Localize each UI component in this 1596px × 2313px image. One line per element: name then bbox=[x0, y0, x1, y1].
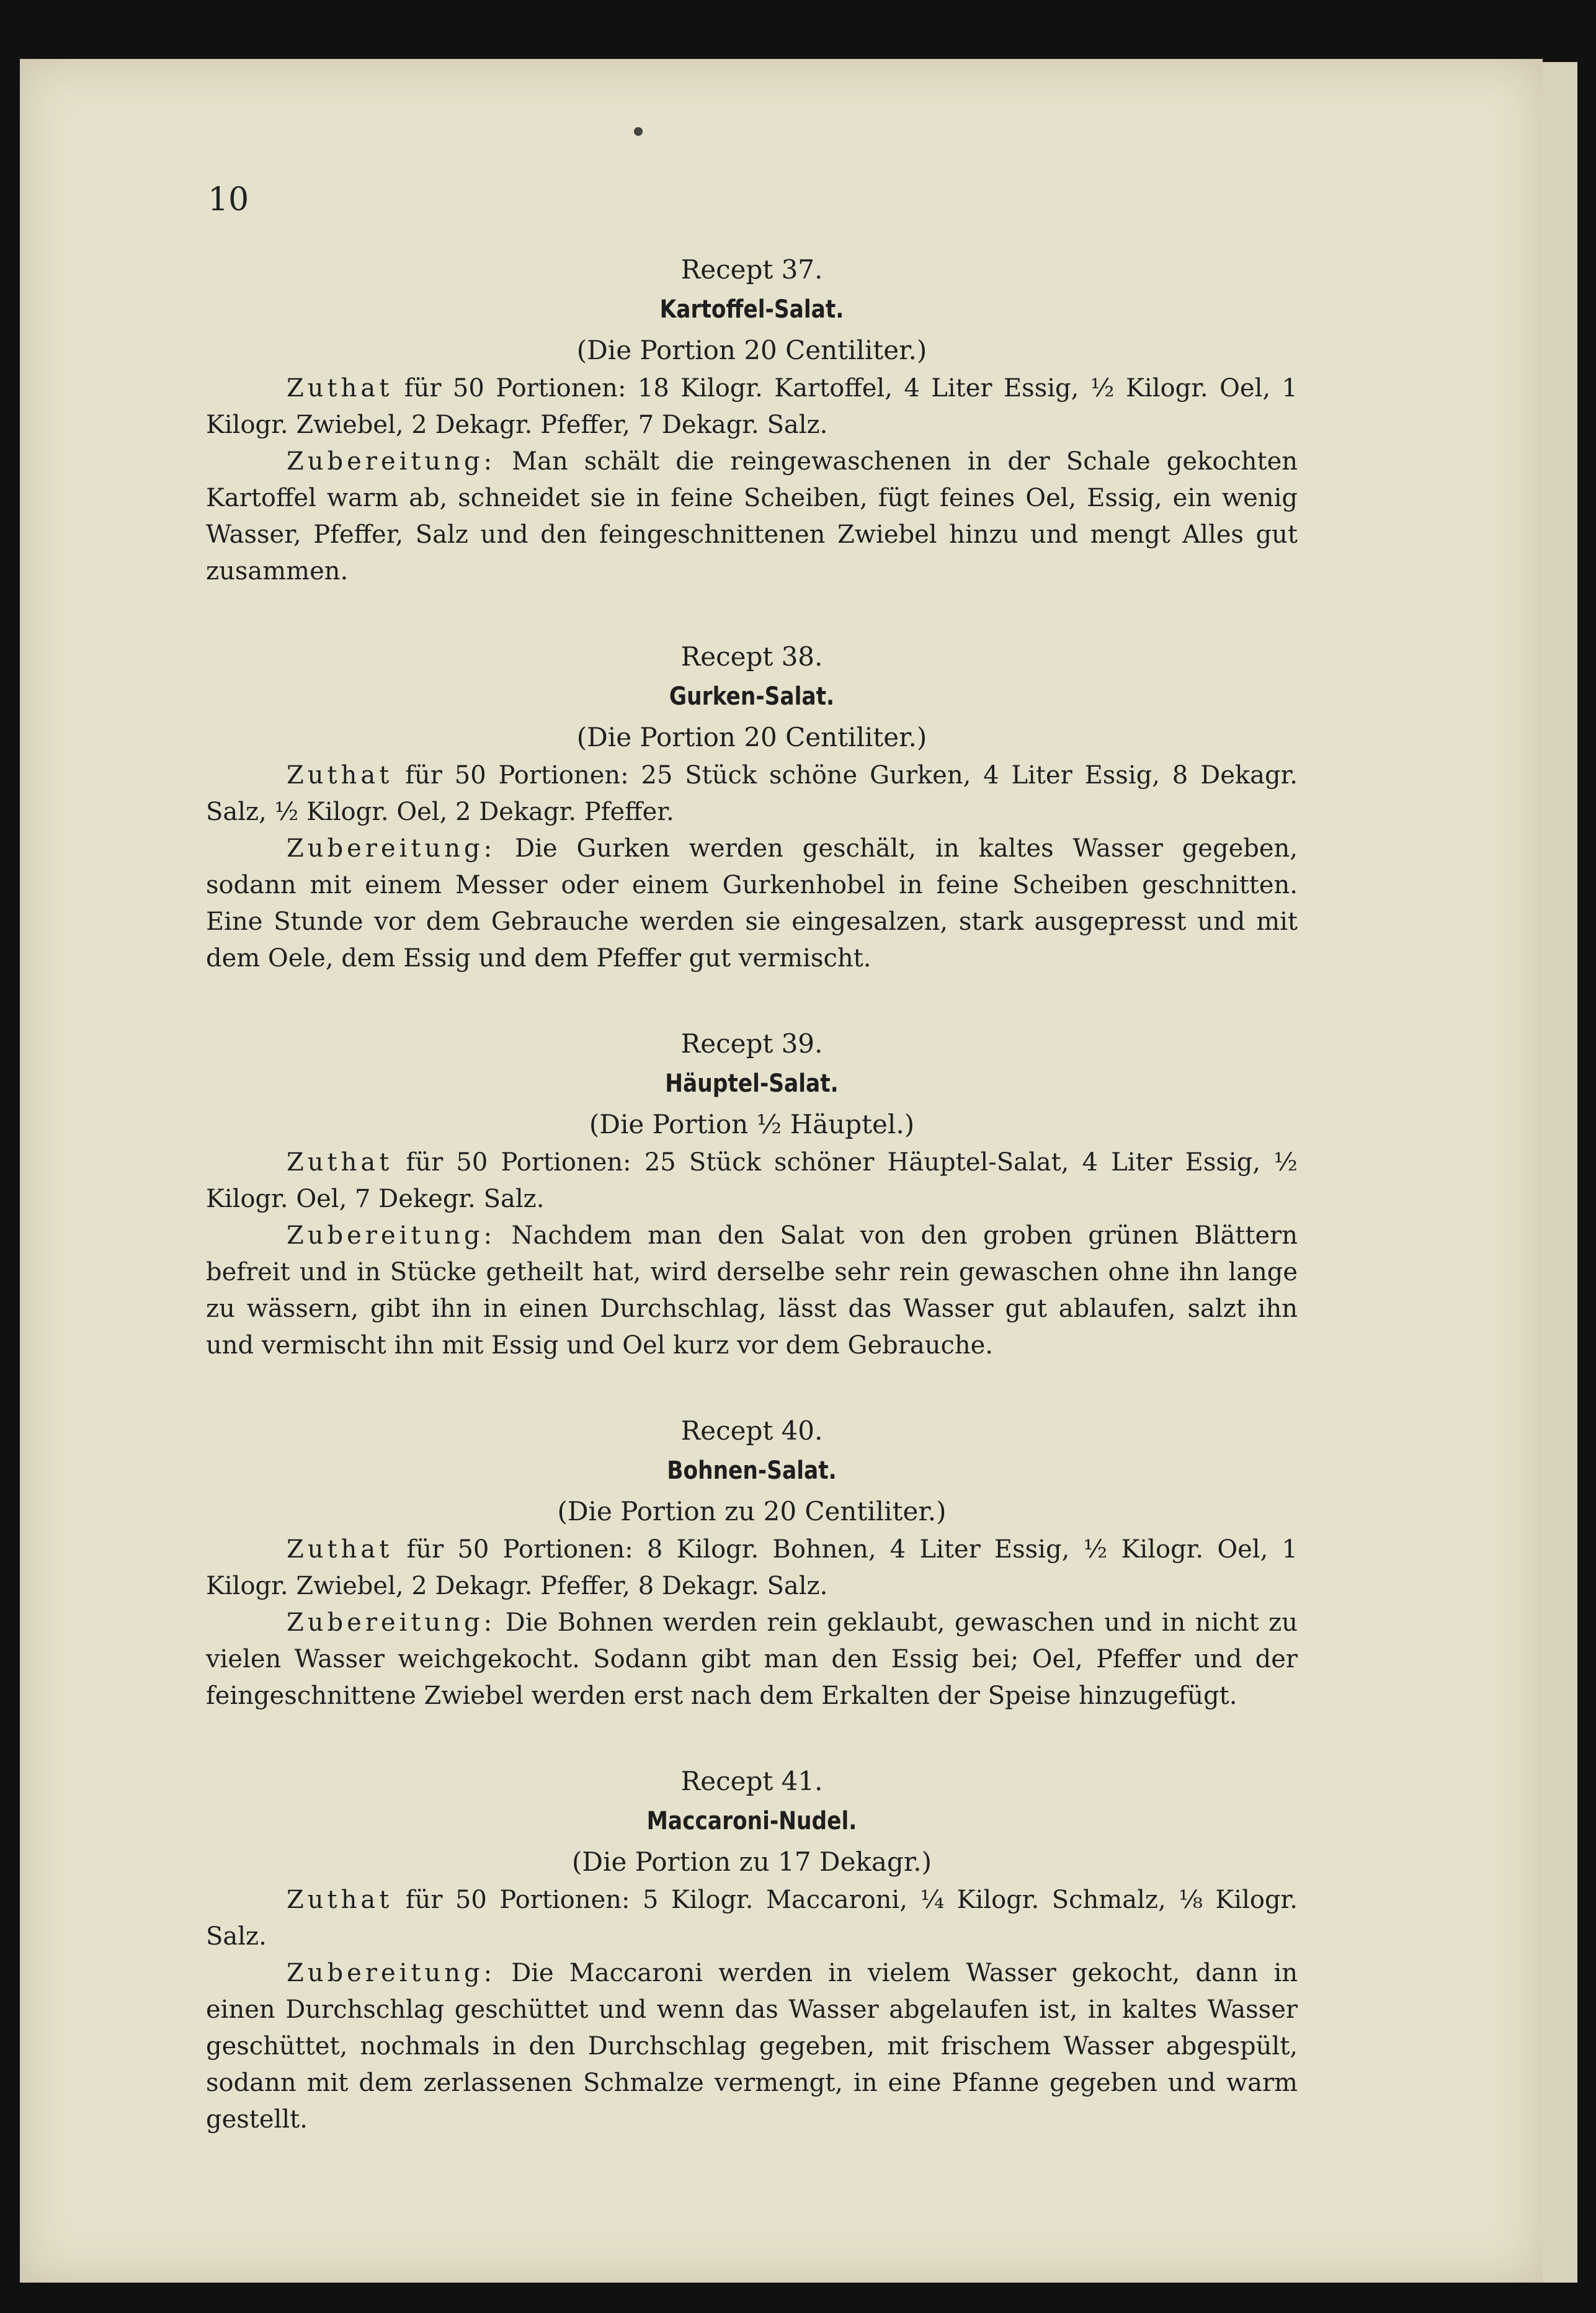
preparation-text: Die Maccaroni werden in vielem Wasser gekocht, dann in einen Durchschlag geschüttet und wenn das Wasser abgelaufen ist, in kaltes Wasser geschüttet, nochmals in den Durchschlag gegeben, mit frischem Wasser abgespült, sodann mit dem zerlassenen Schmalze vermengt, in eine Pfanne gegeben und warm gestellt. bbox=[206, 1959, 1298, 2134]
recipe-title: Gurken-Salat. bbox=[669, 682, 835, 711]
preparation-text: Man schält die reingewaschenen in der Schale gekochten Kartoffel warm ab, schneidet sie in feine Scheiben, fügt feines Oel, Essig, ein wenig Wasser, Pfeffer, Salz und den feingeschnittenen Zwiebel hinzu und mengt Alles gut zusammen. bbox=[206, 447, 1298, 586]
ingredients-text: für 50 Portionen: 8 Kilogr. Bohnen, 4 Liter Essig, ½ Kilogr. Oel, 1 Kilogr. Zwiebel, 2 Dekagr. Pfeffer, 8 Dekagr. Salz. bbox=[206, 1535, 1298, 1600]
recipe-title: Häuptel-Salat. bbox=[665, 1069, 839, 1098]
preparation-paragraph bbox=[206, 831, 1298, 977]
preparation-text: Die Gurken werden geschält, in kaltes Wasser gegeben, sodann mit einem Messer oder einem Gurkenhobel in feine Scheiben geschnitten. Eine Stunde vor dem Gebrauche werden sie eingesalzen, stark ausgepresst und mit dem Oele, dem Essig und dem Pfeffer gut vermischt. bbox=[206, 834, 1298, 973]
ingredients-text: für 50 Portionen: 5 Kilogr. Maccaroni, ¼ Kilogr. Schmalz, ⅛ Kilogr. Salz. bbox=[206, 1886, 1298, 1951]
ingredients-paragraph bbox=[206, 1531, 1298, 1605]
recipe-number: Recept 39. bbox=[680, 1028, 823, 1059]
ingredients-label: Zuthat bbox=[287, 1886, 393, 1914]
recipe-list bbox=[206, 251, 1298, 2186]
ingredients-label: Zuthat bbox=[287, 1148, 393, 1177]
preparation-paragraph bbox=[206, 1955, 1298, 2138]
recipe-38 bbox=[206, 638, 1298, 977]
preparation-label: Zubereitung: bbox=[287, 1959, 496, 1987]
recipe-title: Kartoffel-Salat. bbox=[659, 295, 844, 324]
page-number: 10 bbox=[208, 181, 249, 218]
recipe-portion: (Die Portion zu 17 Dekagr.) bbox=[571, 1847, 932, 1877]
preparation-label: Zubereitung: bbox=[287, 1608, 496, 1637]
recipe-number: Recept 37. bbox=[680, 254, 823, 285]
recipe-portion: (Die Portion 20 Centiliter.) bbox=[576, 335, 927, 365]
ingredients-text: für 50 Portionen: 25 Stück schöner Häuptel-Salat, 4 Liter Essig, ½ Kilogr. Oel, 7 Dekegr. Salz. bbox=[206, 1148, 1298, 1213]
preparation-text: Die Bohnen werden rein geklaubt, gewaschen und in nicht zu vielen Wasser weichgekocht. Sodann gibt man den Essig bei; Oel, Pfeffer und der feingeschnittene Zwiebel werden erst nach dem Erkalten der Speise hinzugefügt. bbox=[206, 1608, 1298, 1710]
recipe-40 bbox=[206, 1412, 1298, 1714]
recipe-number: Recept 38. bbox=[680, 641, 823, 672]
ingredients-label: Zuthat bbox=[287, 374, 393, 403]
preparation-paragraph bbox=[206, 1605, 1298, 1714]
preparation-label: Zubereitung: bbox=[287, 834, 496, 863]
preparation-text: Nachdem man den Salat von den groben grünen Blättern befreit und in Stücke getheilt hat, wird derselbe sehr rein gewaschen ohne ihn lange zu wässern, gibt ihn in einen Durchschlag, lässt das Wasser gut ablaufen, salzt ihn und vermischt ihn mit Essig und Oel kurz vor dem Gebrauche. bbox=[206, 1221, 1298, 1360]
ingredients-label: Zuthat bbox=[287, 761, 393, 790]
preparation-paragraph bbox=[206, 443, 1298, 590]
ingredients-text: für 50 Portionen: 25 Stück schöne Gurken, 4 Liter Essig, 8 Dekagr. Salz, ½ Kilogr. Oel, 2 Dekagr. Pfeffer. bbox=[206, 761, 1298, 826]
recipe-39 bbox=[206, 1025, 1298, 1364]
recipe-number: Recept 40. bbox=[680, 1415, 823, 1446]
preparation-label: Zubereitung: bbox=[287, 1221, 496, 1250]
preparation-label: Zubereitung: bbox=[287, 447, 496, 476]
ingredients-paragraph bbox=[206, 1144, 1298, 1218]
ingredients-label: Zuthat bbox=[287, 1535, 393, 1564]
ingredients-paragraph bbox=[206, 757, 1298, 831]
ingredients-text: für 50 Portionen: 18 Kilogr. Kartoffel, 4 Liter Essig, ½ Kilogr. Oel, 1 Kilogr. Zwiebel, 2 Dekagr. Pfeffer, 7 Dekagr. Salz. bbox=[206, 374, 1298, 439]
recipe-37 bbox=[206, 251, 1298, 590]
recipe-number: Recept 41. bbox=[680, 1766, 823, 1796]
ingredients-paragraph bbox=[206, 370, 1298, 443]
recipe-portion: (Die Portion 20 Centiliter.) bbox=[576, 722, 927, 752]
ink-spot bbox=[634, 127, 643, 136]
recipe-portion: (Die Portion zu 20 Centiliter.) bbox=[557, 1496, 947, 1526]
recipe-title: Bohnen-Salat. bbox=[667, 1456, 837, 1485]
ingredients-paragraph bbox=[206, 1882, 1298, 1955]
recipe-title: Maccaroni-Nudel. bbox=[646, 1807, 857, 1835]
preparation-paragraph bbox=[206, 1218, 1298, 1364]
recipe-41 bbox=[206, 1763, 1298, 2138]
recipe-portion: (Die Portion ½ Häuptel.) bbox=[589, 1109, 915, 1139]
